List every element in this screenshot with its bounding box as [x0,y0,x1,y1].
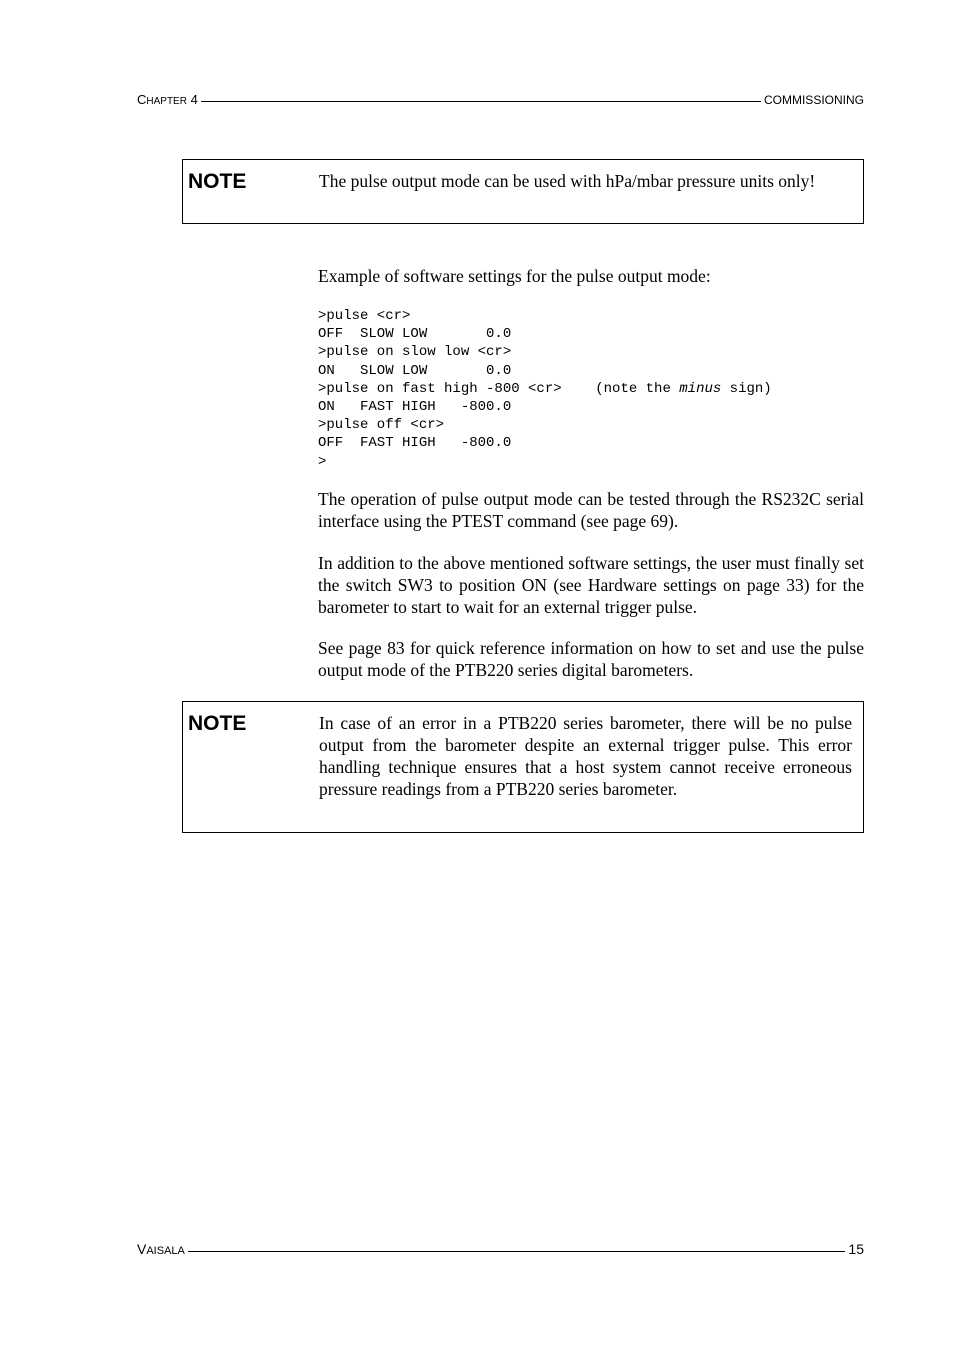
code-line: OFF FAST HIGH -800.0 [318,435,512,452]
intro-paragraph: Example of software settings for the pulse output mode: [318,266,711,286]
chapter-label: CHAPTER 4 [137,92,198,107]
company-name: VAISALA [137,1241,185,1257]
page-header [137,92,864,107]
code-line: OFF SLOW LOW 0.0 [318,326,512,343]
code-line: >pulse off <cr> [318,417,445,434]
code-line-with-note: >pulse on fast high -800 <cr> (note the minus sign) [318,380,772,397]
footer-rule [188,1251,846,1252]
note-text: In case of an error in a PTB220 series barometer, there will be no pulse output from the barometer despite an external trigger pulse. This error handling technique ensures that a host system cannot receive erroneous pressure readings from a PTB220 series barometer. [319,713,852,799]
note-label: NOTE [188,170,247,193]
paragraph-switch-sw3: In addition to the above mentioned software settings, the user must finally set the switch SW3 to position ON (see Hardware settings on page 33) for the barometer to start to wait for an external trigger pulse. [318,553,864,617]
code-line: >pulse <cr> [318,308,411,324]
code-note-italic: minus [679,380,722,397]
code-line: ON SLOW LOW 0.0 [318,362,512,379]
note-label: NOTE [188,712,247,735]
note-box-units [182,159,864,224]
note-box-error [182,701,864,833]
paragraph-ptest: The operation of pulse output mode can be tested through the RS232C serial interface using the PTEST command (see page 69). [318,489,864,531]
page-number: 15 [848,1241,864,1257]
code-line: > [318,453,327,470]
paragraph-quick-reference: See page 83 for quick reference information on how to set and use the pulse output mode of the PTB220 series digital barometers. [318,638,864,680]
code-example [318,307,772,471]
page-footer [137,1241,864,1257]
section-label: COMMISSIONING [763,93,864,107]
note-text: The pulse output mode can be used with hPa/mbar pressure units only! [319,171,816,191]
code-line: >pulse on slow low <cr> [318,344,512,361]
header-rule [201,101,761,102]
code-line: ON FAST HIGH -800.0 [318,398,512,415]
